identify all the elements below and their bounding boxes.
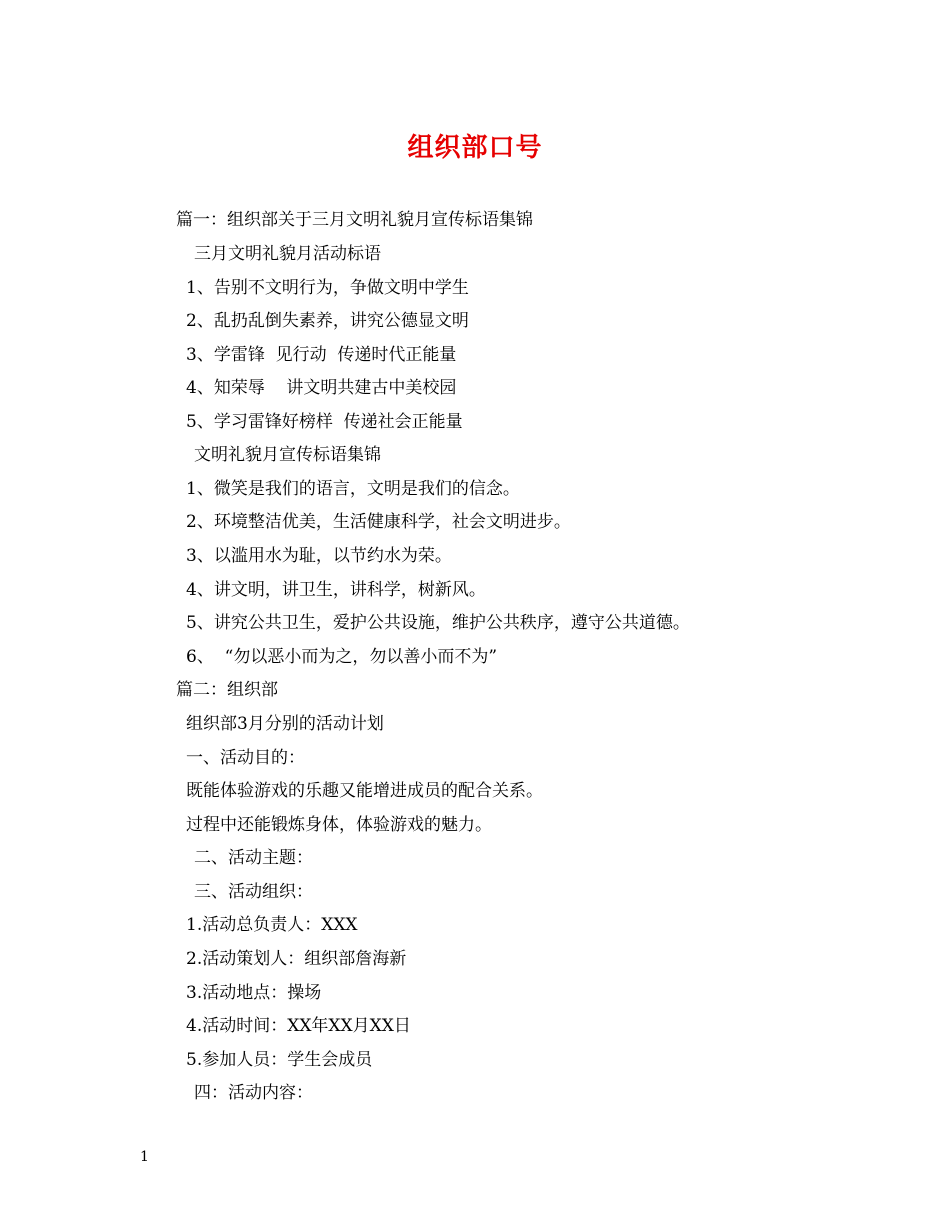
slogan-line: 1、微笑是我们的语言，文明是我们的信念。	[186, 479, 520, 499]
plan-heading: 四：活动内容：	[194, 1083, 313, 1103]
plan-heading: 三、活动组织：	[194, 882, 313, 902]
plan-heading: 一、活动目的：	[186, 748, 305, 768]
subsection-heading: 文明礼貌月宣传标语集锦	[194, 445, 381, 465]
slogan-line: 5、讲究公共卫生，爱护公共设施，维护公共秩序，遵守公共道德。	[186, 613, 690, 633]
slogan-line: 2、环境整洁优美，生活健康科学，社会文明进步。	[186, 512, 571, 532]
slogan-line: 2、乱扔乱倒失素养，讲究公德显文明	[186, 311, 469, 331]
page-title: 组织部口号	[407, 133, 543, 163]
page-number: 1	[140, 1149, 149, 1165]
paragraph: 过程中还能锻炼身体，体验游戏的魅力。	[186, 815, 492, 835]
slogan-line: 1、告别不文明行为，争做文明中学生	[186, 278, 469, 298]
paragraph: 既能体验游戏的乐趣又能增进成员的配合关系。	[186, 781, 543, 801]
plan-item: 4.活动时间：XX年XX月XX日	[186, 1016, 411, 1036]
slogan-line: 5、学习雷锋好榜样 传递社会正能量	[186, 412, 463, 432]
section-heading-1: 篇一：组织部关于三月文明礼貌月宣传标语集锦	[176, 210, 533, 230]
slogan-line: 6、 “勿以恶小而为之，勿以善小而不为”	[186, 647, 498, 667]
plan-title: 组织部3月分别的活动计划	[186, 714, 384, 734]
plan-item: 3.活动地点：操场	[186, 983, 322, 1003]
plan-heading: 二、活动主题：	[194, 848, 313, 868]
section-heading-2: 篇二：组织部	[176, 680, 278, 700]
plan-item: 5.参加人员：学生会成员	[186, 1050, 373, 1070]
slogan-line: 3、学雷锋 见行动 传递时代正能量	[186, 345, 457, 365]
slogan-line: 4、知荣辱 讲文明共建古中美校园	[186, 378, 457, 398]
subsection-heading: 三月文明礼貌月活动标语	[194, 244, 381, 264]
plan-item: 1.活动总负责人：XXX	[186, 915, 358, 935]
slogan-line: 3、以滥用水为耻，以节约水为荣。	[186, 546, 452, 566]
plan-item: 2.活动策划人：组织部詹海新	[186, 949, 407, 969]
slogan-line: 4、讲文明，讲卫生，讲科学，树新风。	[186, 580, 486, 600]
